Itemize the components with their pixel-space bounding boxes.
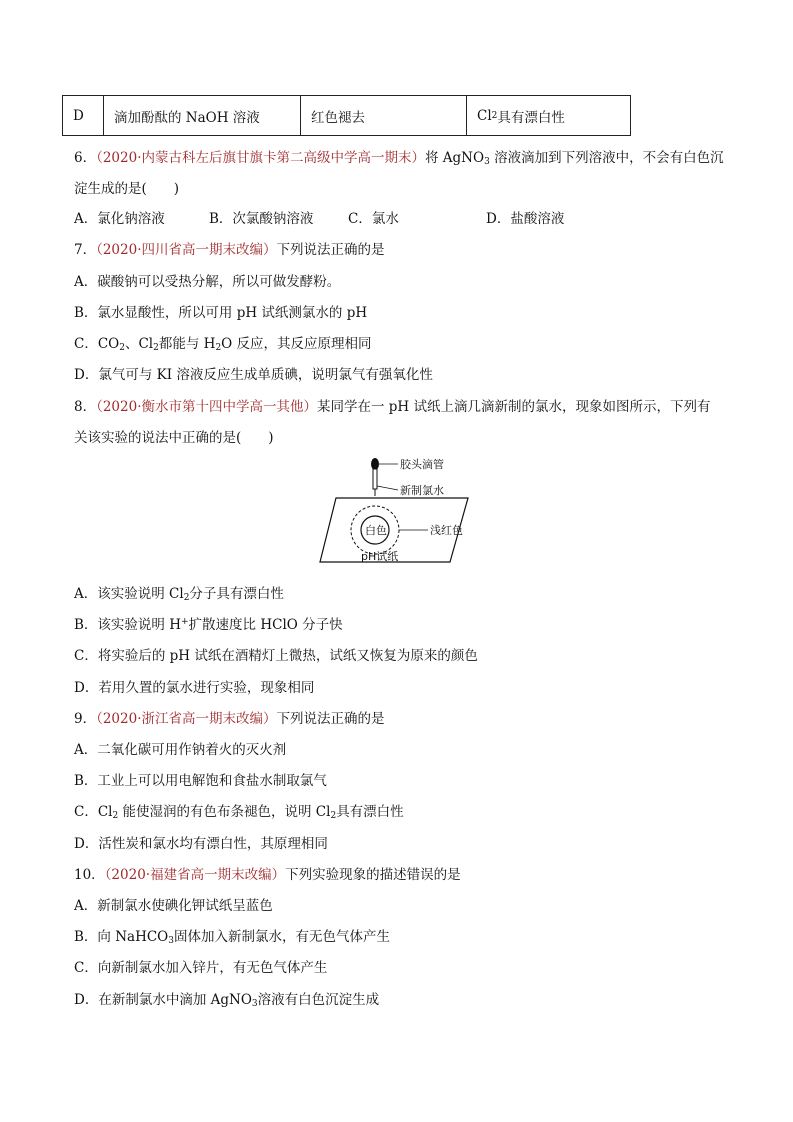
option-d: D．盐酸溶液: [486, 211, 565, 227]
question-7-option-a: A．碳酸钠可以受热分解，所以可做发酵粉。: [74, 274, 341, 290]
question-source: （2020·衡水市第十四中学高一其他）: [96, 399, 317, 415]
label-ph-paper: pH试纸: [361, 550, 399, 563]
question-8-option-b: B．该实验说明 H+扩散速度比 HClO 分子快: [74, 617, 343, 633]
option-a: A．氯化钠溶液: [74, 211, 165, 227]
question-10-option-b: B．向 NaHCO$_3$固体加入新制氯水，有无色气体产生: [74, 929, 390, 946]
table-cell-reagent: 滴加酚酞的 NaOH 溶液: [104, 96, 301, 135]
table-cell-conclusion: Cl 2 具有漂白性: [477, 107, 565, 126]
label-dropper: 胶头滴管: [400, 458, 444, 471]
question-6-stem-line2: 淀生成的是( ): [74, 181, 180, 197]
ph-paper-diagram: [318, 456, 488, 566]
question-9-option-c: C．$Cl_2$ 能使湿润的有色布条褪色，说明 $Cl_2$具有漂白性: [74, 804, 404, 821]
question-9-option-d: D．活性炭和氯水均有漂白性，其原理相同: [74, 836, 328, 852]
question-source: （2020·四川省高一期末改编）: [96, 242, 277, 258]
dropper-tube: [373, 469, 377, 489]
question-8-option-a: A．该实验说明 $Cl_2$分子具有漂白性: [74, 586, 284, 603]
question-8-stem-line2: 关该实验的说法中正确的是( ): [74, 430, 274, 446]
question-7-option-c: C．$CO_2$、$Cl_2$都能与 $H_2O$ 反应，其反应原理相同: [74, 336, 372, 353]
question-7-option-d: D．氯气可与 KI 溶液反应生成单质碘，说明氯气有强氧化性: [74, 367, 433, 383]
question-8-option-d: D．若用久置的氯水进行实验，现象相同: [74, 680, 315, 696]
label-light-red: 浅红色: [430, 524, 463, 537]
question-source: （2020·福建省高一期末改编）: [104, 867, 286, 883]
question-10-option-d: D．在新制氯水中滴加 AgNO$_3$溶液有白色沉淀生成: [74, 992, 380, 1009]
option-c: C．氯水: [348, 211, 399, 227]
question-6-stem: 6．（2020·内蒙古科左后旗甘旗卡第二高级中学高一期末）将 AgNO$_3$ 溶液滴加到下列溶液中，不会有白色沉: [74, 150, 724, 167]
question-9-stem: 9．（2020·浙江省高一期末改编）下列说法正确的是: [74, 711, 385, 727]
question-8-stem: 8．（2020·衡水市第十四中学高一其他）某同学在一 pH 试纸上滴几滴新制的氯水，现象如图所示，下列有: [74, 399, 711, 415]
question-9-option-a: A．二氧化碳可用作钠着火的灭火剂: [74, 742, 287, 758]
option-b: B．次氯酸钠溶液: [209, 211, 314, 227]
question-source: （2020·浙江省高一期末改编）: [96, 711, 277, 727]
question-8-option-c: C．将实验后的 pH 试纸在酒精灯上微热，试纸又恢复为原来的颜色: [74, 648, 478, 664]
question-7-option-b: B．氯水显酸性，所以可用 pH 试纸测氯水的 pH: [74, 305, 368, 321]
table-cell-option: D: [63, 96, 104, 135]
label-white: 白色: [365, 524, 387, 537]
question-10-option-a: A．新制氯水使碘化钾试纸呈蓝色: [74, 898, 273, 914]
question-7-stem: 7．（2020·四川省高一期末改编）下列说法正确的是: [74, 242, 385, 258]
label-chlorine-water: 新制氯水: [400, 484, 444, 497]
answer-table-row: [62, 95, 631, 136]
question-10-option-c: C．向新制氯水加入锌片，有无色气体产生: [74, 960, 328, 976]
table-cell-phenomenon: 红色褪去: [301, 96, 467, 135]
question-10-stem: 10．（2020·福建省高一期末改编）下列实验现象的描述错误的是: [74, 867, 461, 883]
question-source: （2020·内蒙古科左后旗甘旗卡第二高级中学高一期末）: [96, 150, 425, 166]
dropper-bulb: [371, 458, 379, 470]
question-9-option-b: B．工业上可以用电解饱和食盐水制取氯气: [74, 773, 327, 789]
